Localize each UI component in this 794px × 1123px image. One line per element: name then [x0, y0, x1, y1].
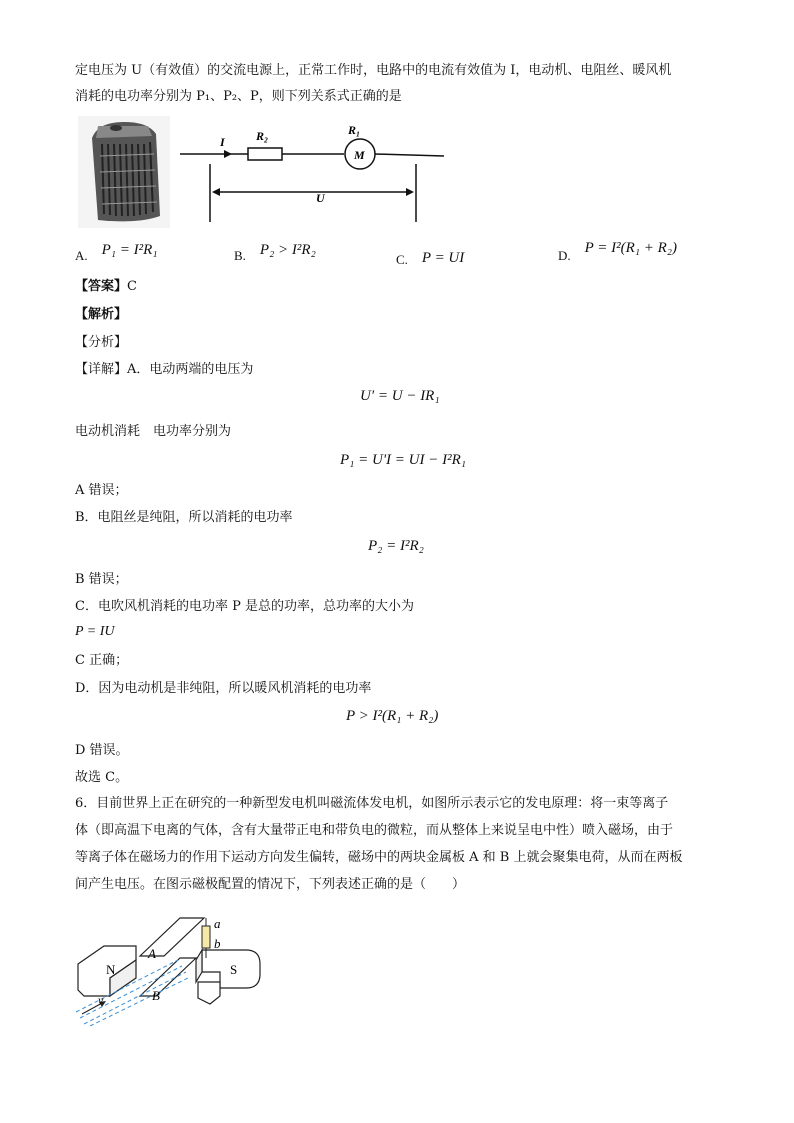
- q6-line-3: 等离子体在磁场力的作用下运动方向发生偏转，磁场中的两块金属板 A 和 B 上就会聚集电荷，从而在两板: [75, 850, 683, 865]
- b-intro-line: B．电阻丝是纯阻，所以消耗的电功率: [75, 510, 293, 525]
- equation-1: U′ = U − IR₁: [360, 388, 440, 404]
- plate-a-label: A: [148, 946, 156, 961]
- terminal-b-label: b: [214, 936, 221, 951]
- motor-power-line: 电动机消耗 电功率分别为: [75, 424, 232, 439]
- conclusion-line: 故选 C。: [75, 770, 129, 785]
- r2-label: R₂: [256, 129, 269, 143]
- b-wrong-line: B 错误；: [75, 572, 128, 587]
- option-b: [234, 242, 316, 265]
- q6-line-2: 体（即高温下电离的气体，含有大量带正电和带负电的微粒，而从整体上来说呈电中性）喷入磁场，由于: [75, 823, 674, 838]
- fenxi-tag: 【分析】: [75, 335, 128, 350]
- option-b-formula: P₂ > I²R₂: [259, 242, 316, 258]
- q6-line-4: 间产生电压。在图示磁极配置的情况下，下列表述正确的是（ ）: [75, 877, 466, 892]
- option-c: [396, 252, 464, 269]
- plate-b-label: B: [152, 988, 160, 1003]
- analysis-tag: 【解析】: [75, 307, 128, 322]
- option-c-formula: P = UI: [421, 250, 465, 266]
- r1-label: R₁: [348, 123, 361, 137]
- option-a-formula: P₁ = I²R₁: [101, 242, 158, 258]
- detail-tag: 【详解】: [75, 362, 128, 377]
- terminal-a-label: a: [214, 916, 221, 931]
- option-c-label: C.: [396, 252, 408, 267]
- heater-photo: [78, 116, 170, 228]
- option-b-label: B.: [234, 248, 246, 263]
- voltage-label: U: [316, 191, 325, 205]
- q6-line-1: 6．目前世界上正在研究的一种新型发电机叫磁流体发电机，如图所示表示它的发电原理：将一束等离子: [75, 796, 669, 811]
- c-intro-line: C．电吹风机消耗的电功率 P 是总的功率，总功率的大小为: [75, 599, 414, 614]
- equation-4: P = IU: [75, 624, 115, 639]
- mhd-generator-figure: [70, 908, 270, 1026]
- current-label: I: [220, 135, 225, 149]
- a-wrong-line: A 错误；: [75, 483, 128, 498]
- option-a-label: A.: [75, 248, 88, 263]
- d-intro-line: D．因为电动机是非纯阻，所以暖风机消耗的电功率: [75, 681, 372, 696]
- velocity-label: v: [98, 993, 104, 1007]
- equation-5: P > I²(R₁ + R₂): [346, 708, 439, 724]
- motor-label: M: [354, 148, 365, 162]
- intro-line-2: 消耗的电功率分别为 P₁、P₂、P，则下列关系式正确的是: [75, 89, 402, 104]
- option-d-label: D.: [558, 248, 571, 263]
- c-right-line: C 正确；: [75, 653, 129, 668]
- equation-3: P₂ = I²R₂: [368, 538, 424, 554]
- intro-line-1: 定电压为 U（有效值）的交流电源上，正常工作时，电路中的电流有效值为 I，电动机、电阻丝、暖风机: [75, 63, 672, 78]
- d-wrong-line: D 错误。: [75, 743, 129, 758]
- detail-a-line: [75, 361, 253, 379]
- option-d: [558, 240, 678, 265]
- option-a: [75, 242, 158, 265]
- option-d-formula: P = I²(R₁ + R₂): [584, 240, 678, 256]
- answer-line: [75, 278, 137, 296]
- circuit-diagram: [176, 118, 448, 224]
- south-pole-label: S: [230, 962, 238, 977]
- answer-value: C: [127, 279, 137, 294]
- detail-a-intro: A．电动两端的电压为: [127, 362, 254, 377]
- north-pole-label: N: [106, 962, 116, 977]
- equation-2: P₁ = UʹI = UI − I²R₁: [340, 452, 466, 468]
- answer-tag: 【答案】: [75, 279, 128, 294]
